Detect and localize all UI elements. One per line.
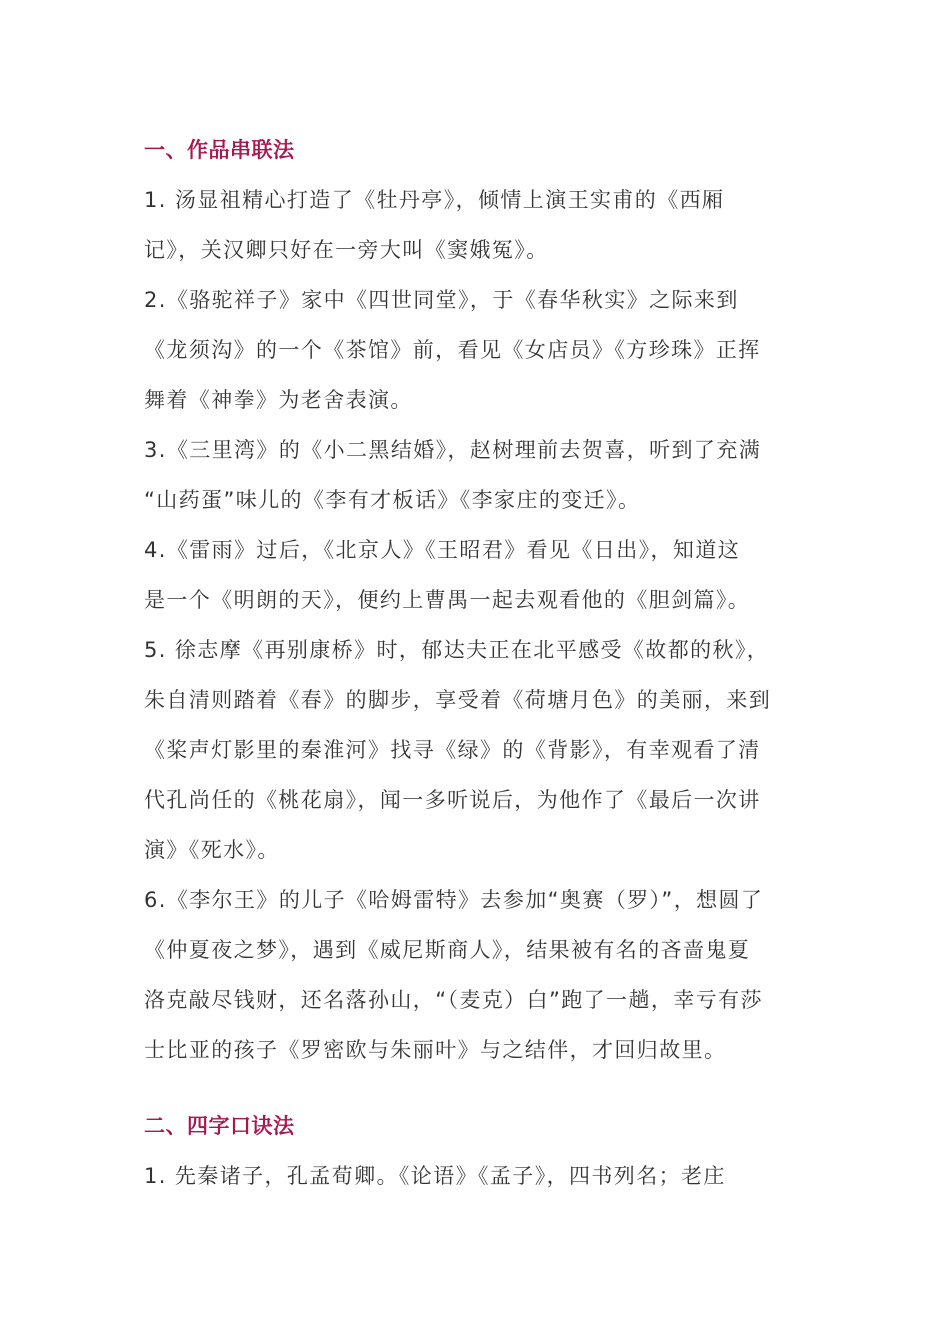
paragraph-line: 1. 汤显祖精心打造了《牡丹亭》，倾情上演王实甫的《西厢	[144, 188, 725, 212]
list-item-6	[144, 875, 814, 1075]
list-item-3	[144, 425, 814, 525]
document-content	[144, 126, 814, 1201]
paragraph-line: 《龙须沟》的一个《茶馆》前，看见《女店员》《方珍珠》正挥	[144, 338, 761, 362]
section-heading-1: 一、作品串联法	[144, 138, 295, 162]
section-heading-2: 二、四字口诀法	[144, 1114, 295, 1138]
paragraph-line: 士比亚的孩子《罗密欧与朱丽叶》与之结伴，才回归故里。	[144, 1038, 727, 1062]
list-item-4	[144, 525, 814, 625]
paragraph-line: 是一个《明朗的天》，便约上曹禺一起去观看他的《胆剑篇》。	[144, 588, 751, 612]
paragraph-line: 3.《三里湾》的《小二黑结婚》，赵树理前去贺喜，听到了充满	[144, 438, 762, 462]
paragraph-line: 《桨声灯影里的秦淮河》找寻《绿》的《背影》，有幸观看了清	[144, 738, 761, 762]
paragraph-line: 记》，关汉卿只好在一旁大叫《窦娥冤》。	[144, 238, 549, 262]
paragraph-line: 舞着《神拳》为老舍表演。	[144, 388, 413, 412]
paragraph-line: 4.《雷雨》过后，《北京人》《王昭君》看见《日出》，知道这	[144, 538, 741, 562]
list-item-7	[144, 1151, 814, 1201]
paragraph-line: 洛克敲尽钱财，还名落孙山，“（麦克）白”跑了一趟，幸亏有莎	[144, 988, 763, 1012]
paragraph-line: 2.《骆驼祥子》家中《四世同堂》，于《春华秋实》之际来到	[144, 288, 739, 312]
paragraph-line: 演》《死水》。	[144, 838, 280, 862]
section-spacer	[144, 1075, 814, 1102]
paragraph-line: 代孔尚任的《桃花扇》，闻一多听说后，为他作了《最后一次讲	[144, 788, 761, 812]
paragraph-line: 6.《李尔王》的儿子《哈姆雷特》去参加“奥赛（罗）”，想圆了	[144, 888, 764, 912]
paragraph-line: 1. 先秦诸子，孔孟荀卿。《论语》《孟子》，四书列名；老庄	[144, 1164, 726, 1188]
paragraph-line: 5. 徐志摩《再别康桥》时，郁达夫正在北平感受《故都的秋》，	[144, 638, 770, 662]
paragraph-line: “山药蛋”味儿的《李有才板话》《李家庄的变迁》。	[144, 488, 641, 512]
paragraph-line: 《仲夏夜之梦》，遇到《威尼斯商人》，结果被有名的吝啬鬼夏	[144, 938, 751, 962]
list-item-1	[144, 175, 814, 275]
paragraph-line: 朱自清则踏着《春》的脚步，享受着《荷塘月色》的美丽，来到	[144, 688, 772, 712]
list-item-5	[144, 625, 814, 875]
list-item-2	[144, 275, 814, 425]
